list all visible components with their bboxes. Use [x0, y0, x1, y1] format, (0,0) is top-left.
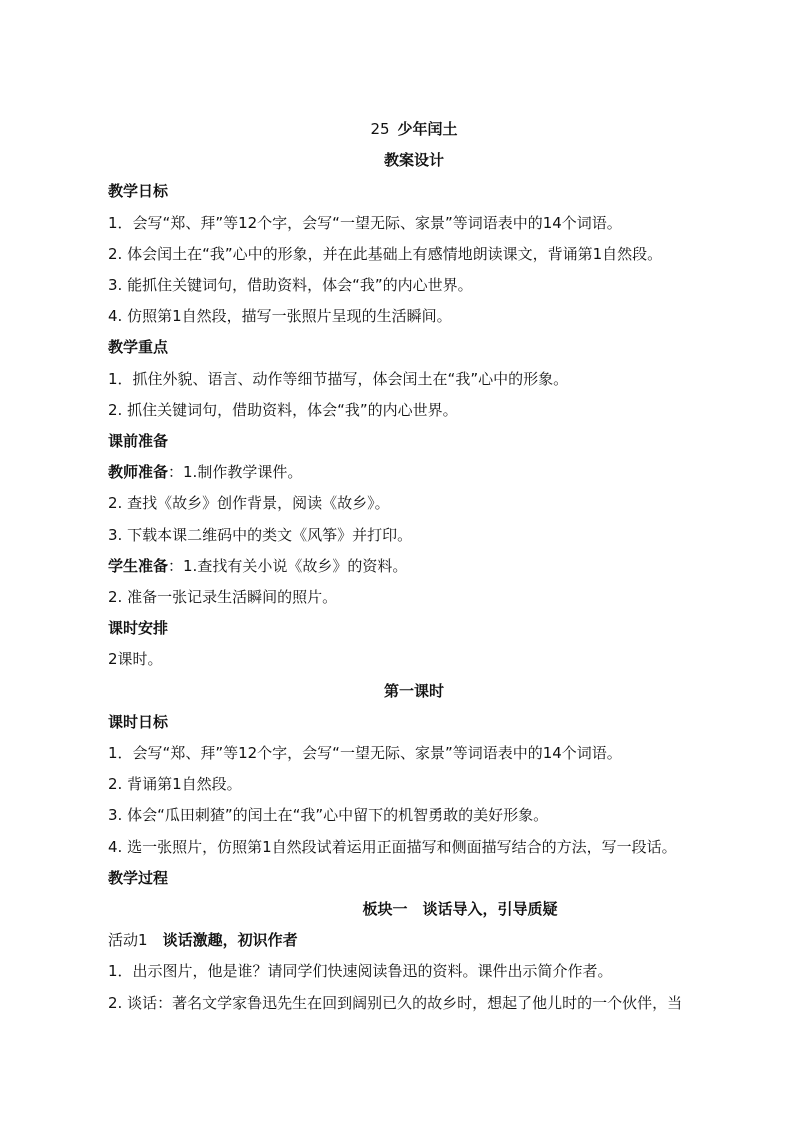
student-preparation-label: 学生准备 — [108, 556, 169, 575]
objective-item: 4. 仿照第1自然段，描写一张照片呈现的生活瞬间。 — [108, 307, 452, 326]
key-point-item: 1．抓住外貌、语言、动作等细节描写，体会闰土在“我”心中的形象。 — [108, 369, 569, 388]
teacher-preparation-first: ：1.制作教学课件。 — [168, 463, 303, 482]
lesson-objective-item: 3. 体会“瓜田刺猹”的闰土在“我”心中留下的机智勇敢的美好形象。 — [108, 806, 549, 825]
objective-item: 3. 能抓住关键词句，借助资料，体会“我”的内心世界。 — [108, 276, 473, 295]
teacher-preparation — [108, 457, 720, 488]
document-body — [108, 114, 720, 1019]
objective-item: 2. 体会闰土在“我”心中的形象，并在此基础上有感情地朗读课文，背诵第1自然段。 — [108, 244, 663, 263]
student-preparation-item: 2. 准备一张记录生活瞬间的照片。 — [108, 588, 338, 607]
lesson-objective-item: 1．会写“郑、拜”等12个字，会写“一望无际、家景”等词语表中的14个词语。 — [108, 744, 622, 763]
activity-heading — [108, 925, 720, 956]
key-point-item: 2. 抓住关键词句，借助资料，体会“我”的内心世界。 — [108, 400, 458, 419]
activity-item: 2. 谈话：著名文学家鲁迅先生在回到阔别已久的故乡时，想起了他儿时的一个伙伴，当 — [108, 993, 683, 1012]
objectives-heading: 教学日标 — [108, 182, 169, 201]
schedule-text: 2课时。 — [108, 650, 163, 669]
activity-title: 谈话激趣，初识作者 — [162, 931, 298, 950]
block-title: 板块一 谈话导入，引导质疑 — [362, 900, 558, 919]
activity-item: 1．出示图片，他是谁？请同学们快速阅读鲁迅的资料。课件出示简介作者。 — [108, 962, 613, 981]
lesson-objective-item: 4. 选一张照片，仿照第1自然段试着运用正面描写和侧面描写结合的方法，写一段话。 — [108, 837, 677, 856]
student-preparation-first: ：1.查找有关小说《故乡》的资料。 — [168, 556, 408, 575]
student-preparation — [108, 551, 720, 582]
lesson-title — [108, 114, 720, 145]
lesson-objective-item: 2. 背诵第1自然段。 — [108, 775, 242, 794]
preparation-heading: 课前准备 — [108, 432, 169, 451]
teacher-preparation-item: 3. 下载本课二维码中的类文《风筝》并打印。 — [108, 525, 413, 544]
first-lesson-title: 第一课时 — [383, 681, 444, 700]
objective-item: 1．会写“郑、拜”等12个字，会写“一望无际、家景”等词语表中的14个词语。 — [108, 213, 622, 232]
subtitle: 教案设计 — [383, 151, 444, 170]
lesson-title-text: 少年闰土 — [397, 120, 458, 138]
process-heading: 教学过程 — [108, 868, 169, 887]
activity-label: 活动1 — [108, 931, 148, 950]
lesson-objectives-heading: 课时日标 — [108, 712, 169, 731]
schedule-heading: 课时安排 — [108, 619, 169, 638]
teacher-preparation-label: 教师准备 — [108, 463, 169, 482]
key-points-heading: 教学重点 — [108, 338, 169, 357]
lesson-number: 25 — [370, 120, 390, 138]
teacher-preparation-item: 2. 查找《故乡》创作背景，阅读《故乡》。 — [108, 494, 390, 513]
